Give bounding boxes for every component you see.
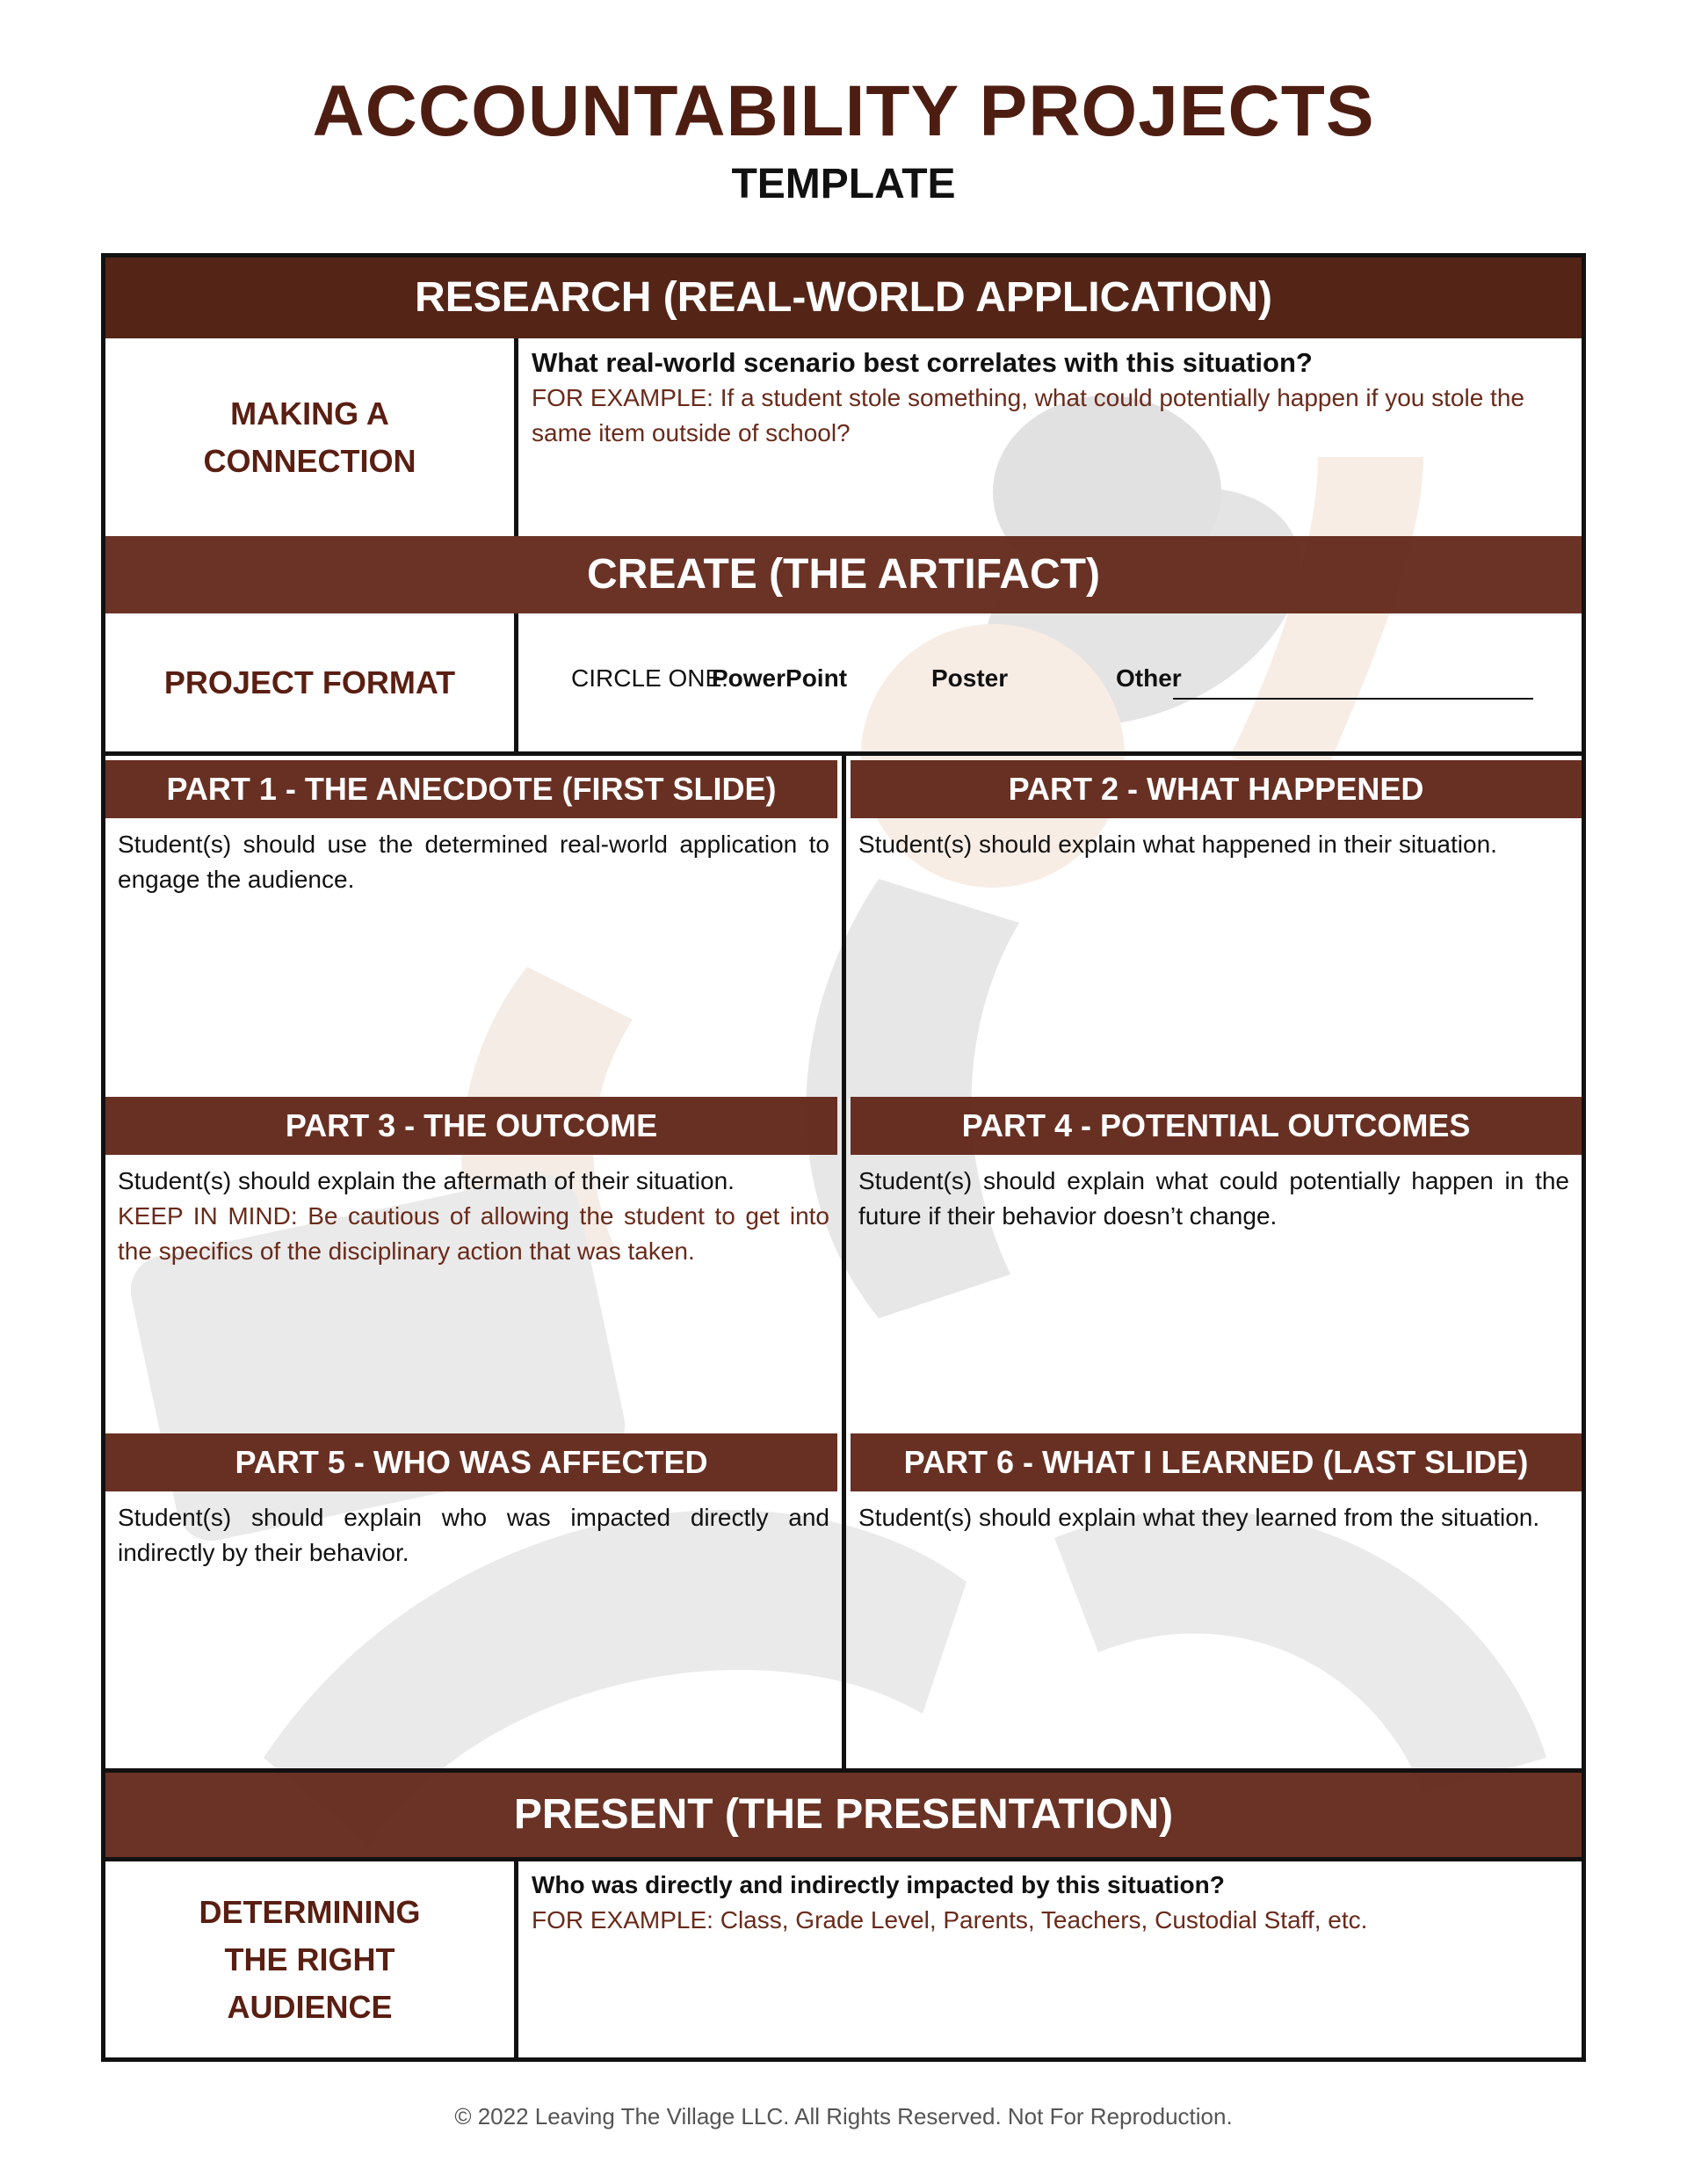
create-header: CREATE (THE ARTIFACT) [105, 536, 1582, 613]
research-question: What real-world scenario best correlates with this situation? [532, 347, 1313, 378]
audience-label [105, 1861, 514, 2057]
present-header: PRESENT (THE PRESENTATION) [105, 1773, 1582, 1857]
part-3-text: Student(s) should explain the aftermath of their situation. [118, 1167, 735, 1194]
circle-one-prompt: CIRCLE ONE: [571, 664, 728, 692]
part-6-body[interactable] [846, 1491, 1582, 1768]
page-subtitle: TEMPLATE [731, 161, 956, 207]
project-format-label-text: PROJECT FORMAT [163, 664, 456, 700]
part-6-text: Student(s) should explain what they learned from the situation. [858, 1504, 1540, 1531]
audience-content[interactable] [532, 1868, 1568, 2052]
part-5-header: PART 5 - WHO WAS AFFECTED [105, 1433, 837, 1491]
part-5-body[interactable] [105, 1491, 842, 1768]
present-example: FOR EXAMPLE: Class, Grade Level, Parents, Teachers, Custodial Staff, etc. [532, 1906, 1368, 1934]
part-1-header: PART 1 - THE ANECDOTE (FIRST SLIDE) [105, 760, 837, 818]
option-other[interactable]: Other [1116, 664, 1182, 692]
part-3-header: PART 3 - THE OUTCOME [105, 1097, 837, 1155]
copyright-footer: © 2022 Leaving The Village LLC. All Rights Reserved. Not For Reproduction. [454, 2103, 1233, 2130]
part-2-header: PART 2 - WHAT HAPPENED [851, 760, 1582, 818]
part-3-body[interactable] [105, 1155, 842, 1423]
option-poster[interactable]: Poster [931, 664, 1009, 692]
part-1-text: Student(s) should use the determined real-world application to engage the audience. [118, 831, 829, 893]
template-frame [101, 253, 1586, 2062]
part-4-text: Student(s) should explain what could potentially happen in the future if their behavior doesn’t change. [858, 1167, 1569, 1230]
divider [514, 613, 518, 751]
making-connection-label [105, 338, 514, 536]
part-3-note: KEEP IN MIND: Be cautious of allowing the student to get into the specifics of the disciplinary action that was taken. [118, 1202, 829, 1265]
part-1-body[interactable] [105, 818, 842, 1086]
audience-label-text: DETERMINING THE RIGHT AUDIENCE [199, 1893, 421, 2025]
part-4-header: PART 4 - POTENTIAL OUTCOMES [851, 1097, 1582, 1155]
research-example: FOR EXAMPLE: If a student stole something, what could potentially happen if you stole the same item outside of school? [532, 384, 1524, 446]
research-header: RESEARCH (REAL-WORLD APPLICATION) [105, 258, 1582, 338]
part-4-body[interactable] [846, 1155, 1582, 1423]
making-connection-content[interactable] [532, 345, 1568, 530]
page-title: ACCOUNTABILITY PROJECTS [312, 71, 1375, 151]
project-format-label [105, 613, 514, 751]
divider [514, 338, 518, 536]
option-powerpoint[interactable]: PowerPoint [712, 664, 848, 692]
present-question: Who was directly and indirectly impacted by this situation? [532, 1871, 1225, 1898]
part-2-body[interactable] [846, 818, 1582, 1086]
part-6-header: PART 6 - WHAT I LEARNED (LAST SLIDE) [851, 1433, 1582, 1491]
making-connection-label-text: MAKING A CONNECTION [203, 395, 416, 479]
part-2-text: Student(s) should explain what happened in their situation. [858, 831, 1497, 858]
part-5-text: Student(s) should explain who was impacted directly and indirectly by their behavior. [118, 1504, 829, 1566]
other-blank-line[interactable] [1173, 698, 1533, 700]
divider [514, 1861, 518, 2057]
